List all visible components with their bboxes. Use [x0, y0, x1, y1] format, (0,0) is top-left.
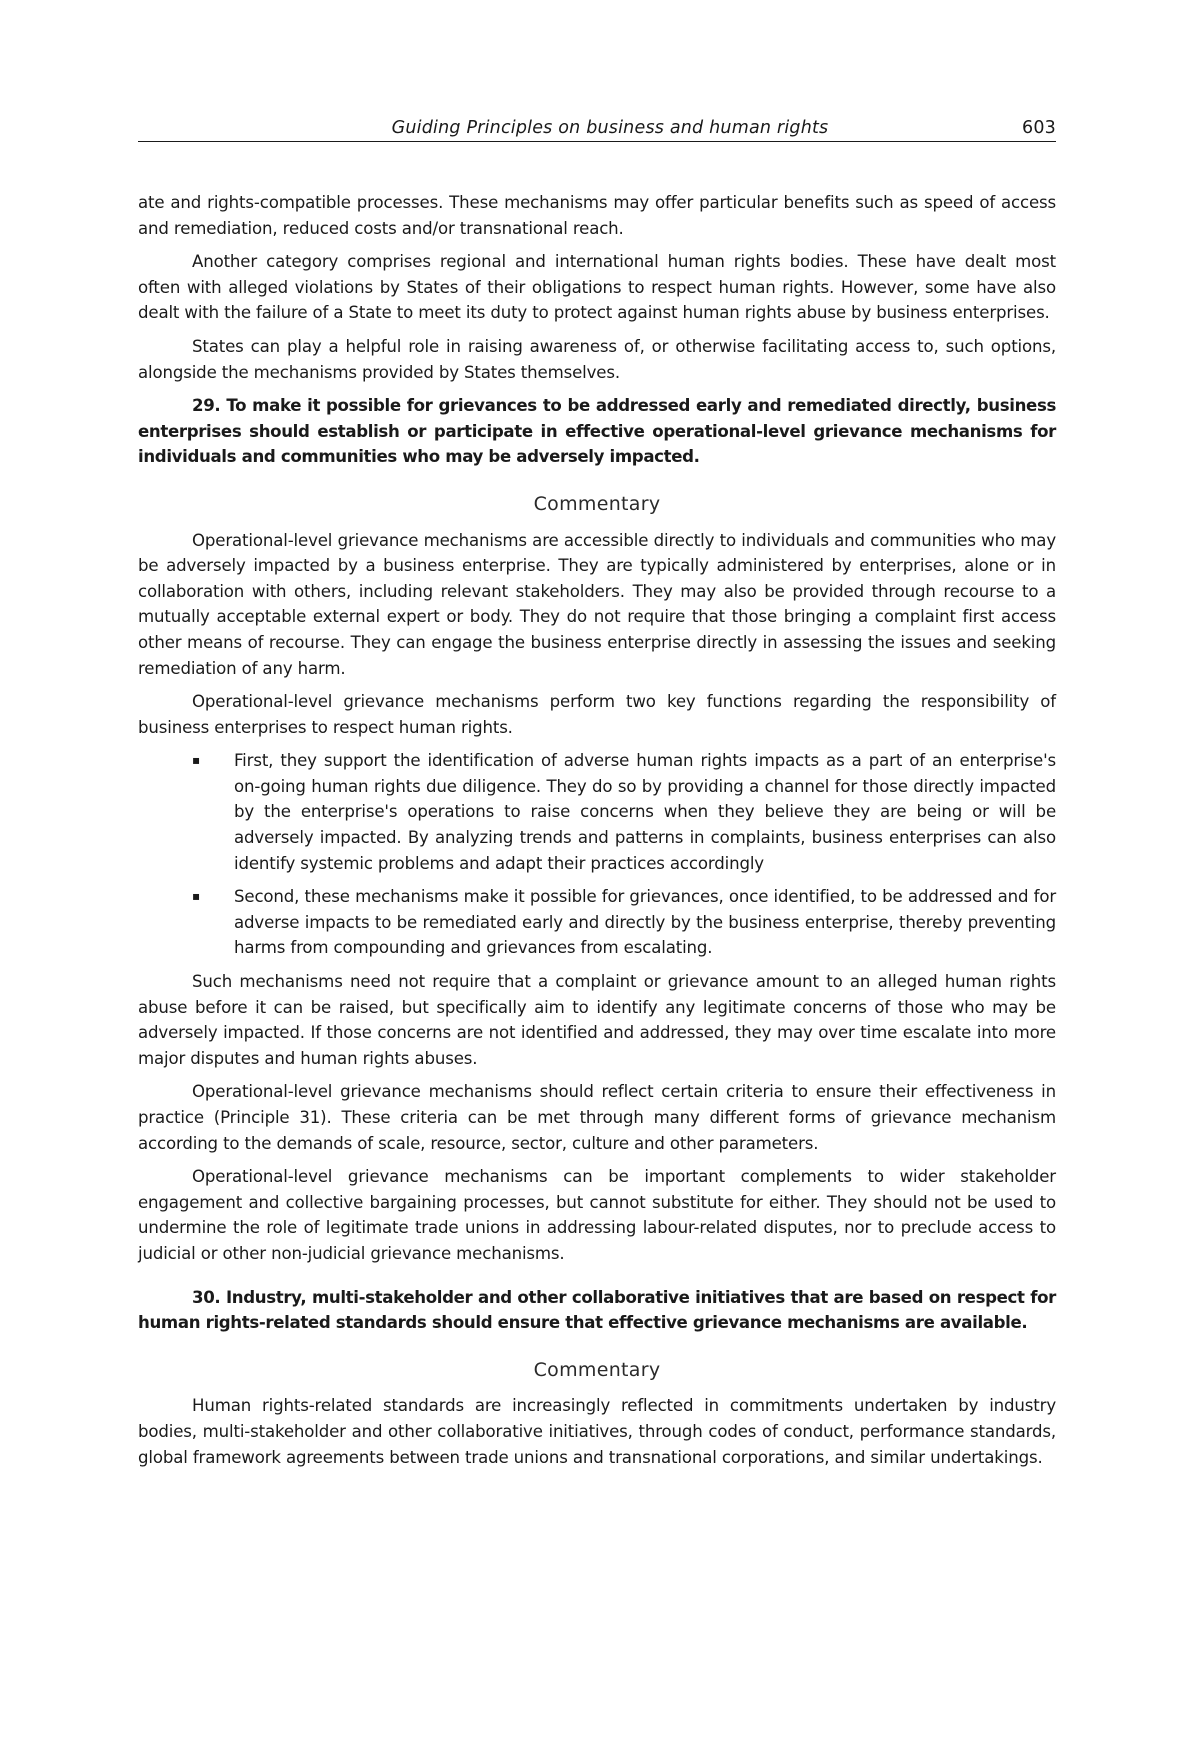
commentary-paragraph: Such mechanisms need not require that a complaint or grievance amount to an alleged human rights abuse before it can be raised, but specifically aim to identify any legitimate concerns of those who may be adversely impacted. If those concerns are not identified and addressed, they may over time escalate into more major disputes and human rights abuses. — [138, 972, 1056, 1068]
running-title: Guiding Principles on business and human rights — [391, 118, 829, 138]
commentary-heading: Commentary — [533, 1358, 661, 1381]
running-header — [138, 118, 1056, 142]
commentary-paragraph: Operational-level grievance mechanisms should reflect certain criteria to ensure their effectiveness in practice (Principle 31). These criteria can be met through many different forms of grievance mechanism according to the demands of scale, resource, sector, culture and other parameters. — [138, 1082, 1056, 1153]
bullet-icon: ▪ — [192, 753, 200, 768]
principle-29: 29. To make it possible for grievances to be addressed early and remediated directly, business enterprises should establish or participate in effective operational-level grievance mechanisms for individuals and communities who may be adversely impacted. — [138, 396, 1056, 467]
bullet-list — [138, 748, 1056, 961]
commentary-paragraph: Operational-level grievance mechanisms can be important complements to wider stakeholder engagement and collective bargaining processes, but cannot substitute for either. They should not be used to undermine the role of legitimate trade unions in addressing labour-related disputes, nor to preclude access to judicial or other non-judicial grievance mechanisms. — [138, 1167, 1056, 1263]
paragraph-continuation: ate and rights-compatible processes. These mechanisms may offer particular benefits such as speed of access and remediation, reduced costs and/or transnational reach. — [138, 193, 1056, 238]
list-item-text: Second, these mechanisms make it possible for grievances, once identified, to be addressed and for adverse impacts to be remediated early and directly by the business enterprise, thereby preventing harms from compounding and grievances from escalating. — [234, 887, 1056, 958]
list-item — [138, 748, 1056, 876]
bullet-icon: ▪ — [192, 889, 200, 904]
commentary-paragraph: Operational-level grievance mechanisms perform two key functions regarding the responsibility of business enterprises to respect human rights. — [138, 692, 1056, 737]
paragraph-states-role: States can play a helpful role in raising awareness of, or otherwise facilitating access to, such options, alongside the mechanisms provided by States themselves. — [138, 336, 1056, 382]
commentary-paragraph: Operational-level grievance mechanisms are accessible directly to individuals and communities who may be adversely impacted by a business enterprise. They are typically administered by enterprises, alone or in collaboration with others, including relevant stakeholders. They may also be provided through recourse to a mutually acceptable external expert or body. They do not require that those bringing a complaint first access other means of recourse. They can engage the business enterprise directly in assessing the issues and seeking remediation of any harm. — [138, 530, 1056, 678]
principle-30: 30. Industry, multi-stakeholder and other collaborative initiatives that are based on respect for human rights-related standards should ensure that effective grievance mechanisms are available. — [138, 1287, 1056, 1333]
commentary-paragraph: Human rights-related standards are increasingly reflected in commitments undertaken by industry bodies, multi-stakeholder and other collaborative initiatives, through codes of conduct, performance standards, global framework agreements between trade unions and transnational corporations, and similar undertakings. — [138, 1396, 1056, 1467]
list-item-text: First, they support the identification of adverse human rights impacts as a part of an enterprise's on-going human rights due diligence. They do so by providing a channel for those directly impacted by the enterprise's operations to raise concerns when they believe they are being or will be adversely impacted. By analyzing trends and patterns in complaints, business enterprises can also identify systemic problems and adapt their practices accordingly — [234, 751, 1056, 873]
body-text — [138, 190, 1056, 1470]
page-number: 603 — [1021, 118, 1056, 138]
list-item — [138, 884, 1056, 961]
paragraph-regional-bodies: Another category comprises regional and international human rights bodies. These have dealt most often with alleged violations by States of their obligations to respect human rights. However, some have also dealt with the failure of a State to meet its duty to protect against human rights abuse by business enterprises. — [138, 252, 1056, 323]
document-page — [138, 118, 1056, 1478]
commentary-heading: Commentary — [533, 492, 661, 515]
